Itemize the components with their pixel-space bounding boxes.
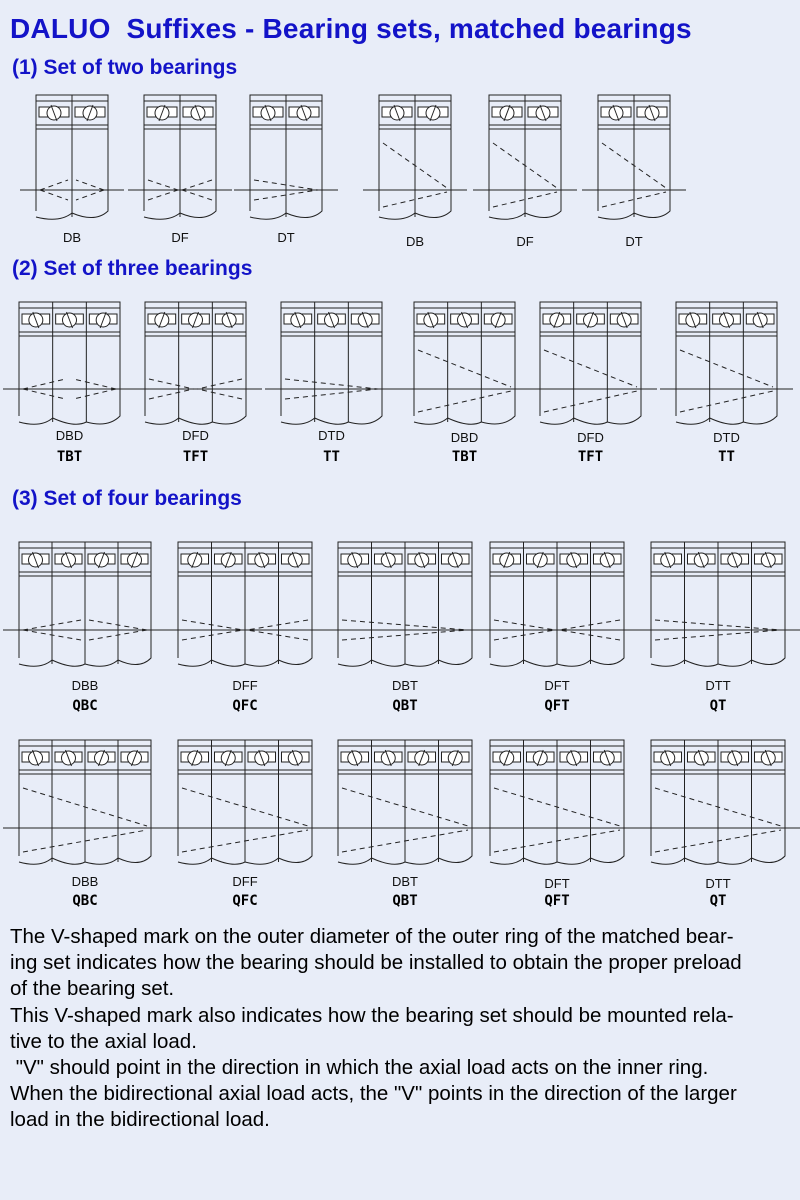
diagram-label: DFD (182, 428, 209, 443)
diagram-code: QBT (392, 698, 418, 714)
bearing-set-diagram (160, 738, 330, 880)
bearing-set-diagram (471, 93, 579, 235)
diagram-code: QFT (544, 698, 570, 714)
diagram-label: DBD (55, 428, 84, 443)
description-line: load in the bidirectional load. (10, 1108, 270, 1132)
bearing-set-diagram (633, 738, 800, 880)
diagram-code: QBC (72, 698, 98, 714)
section-two-bearings-heading: (1) Set of two bearings (12, 56, 238, 79)
bearing-set-diagram (396, 300, 533, 440)
bearing-set-diagram (361, 93, 469, 235)
diagram-label: DT (625, 234, 643, 249)
diagram-label: DF (516, 234, 534, 249)
bearing-set-diagram (232, 93, 340, 235)
diagram-code: TFT (182, 449, 209, 465)
bearing-set-diagram (160, 540, 330, 682)
diagram-code: QFC (232, 893, 258, 909)
diagram-label: DFD (577, 430, 604, 445)
diagram-label: DT (277, 230, 295, 245)
section-four-bearings-heading: (3) Set of four bearings (12, 487, 242, 510)
bearing-set-diagram (263, 300, 400, 440)
diagram-label: DTD (318, 428, 345, 443)
diagram-label: DF (171, 230, 189, 245)
bearing-set-diagram (633, 540, 800, 682)
bearing-set-diagram (472, 738, 642, 880)
diagram-label: DBD (450, 430, 479, 445)
diagram-label: DFT (544, 876, 570, 891)
description-line: of the bearing set. (10, 977, 175, 1001)
description (10, 924, 796, 1134)
diagram-code: QT (709, 698, 727, 714)
page-title: DALUO Suffixes - Bearing sets, matched bearings (10, 13, 692, 44)
diagram-label: DB (62, 230, 82, 245)
bearing-set-diagram (1, 540, 169, 682)
diagram-code: TBT (56, 449, 83, 465)
bearing-set-diagram (127, 300, 264, 440)
section-three-bearings-heading: (2) Set of three bearings (12, 257, 253, 280)
diagram-code: TT (718, 449, 735, 465)
diagram-code: QBT (392, 893, 418, 909)
diagram-label: DBB (71, 874, 99, 889)
bearing-set-diagram (1, 738, 169, 880)
bearing-set-diagram (126, 93, 234, 235)
diagram-code: QFC (232, 698, 258, 714)
bearing-set-diagram (320, 738, 490, 880)
diagram-label: DBT (392, 874, 418, 889)
bearing-set-diagram (472, 540, 642, 682)
bearing-set-diagram (658, 300, 795, 440)
bearing-set-diagram (522, 300, 659, 440)
diagram-code: TFT (577, 449, 604, 465)
description-line: ing set indicates how the bearing should be installed to obtain the proper preload (10, 951, 742, 975)
description-line: tive to the axial load. (10, 1029, 197, 1053)
diagram-code: TT (323, 449, 340, 465)
bearing-set-diagram (18, 93, 126, 235)
diagram-label: DTT (705, 678, 731, 693)
diagram-label: DBT (392, 678, 418, 693)
diagram-code: QT (709, 893, 727, 909)
diagram-label: DTT (705, 876, 731, 891)
diagram-label: DTD (713, 430, 740, 445)
diagram-label: DFT (544, 678, 570, 693)
description-line: The V-shaped mark on the outer diameter of the outer ring of the matched bear- (10, 925, 734, 948)
description-line: "V" should point in the direction in which the axial load acts on the inner ring. (10, 1056, 709, 1080)
diagram-code: QFT (544, 893, 570, 909)
bearing-set-diagram (320, 540, 490, 682)
description-line: When the bidirectional axial load acts, the "V" points in the direction of the larger (10, 1082, 737, 1106)
description-line: This V-shaped mark also indicates how the bearing set should be mounted rela- (10, 1003, 734, 1027)
diagram-code: TBT (451, 449, 478, 465)
diagram-label: DFF (232, 678, 258, 693)
bearing-set-diagram (1, 300, 138, 440)
diagram-label: DFF (232, 874, 258, 889)
diagram-label: DB (405, 234, 425, 249)
bearing-set-diagram (580, 93, 688, 235)
diagram-code: QBC (72, 893, 98, 909)
diagram-label: DBB (71, 678, 99, 693)
